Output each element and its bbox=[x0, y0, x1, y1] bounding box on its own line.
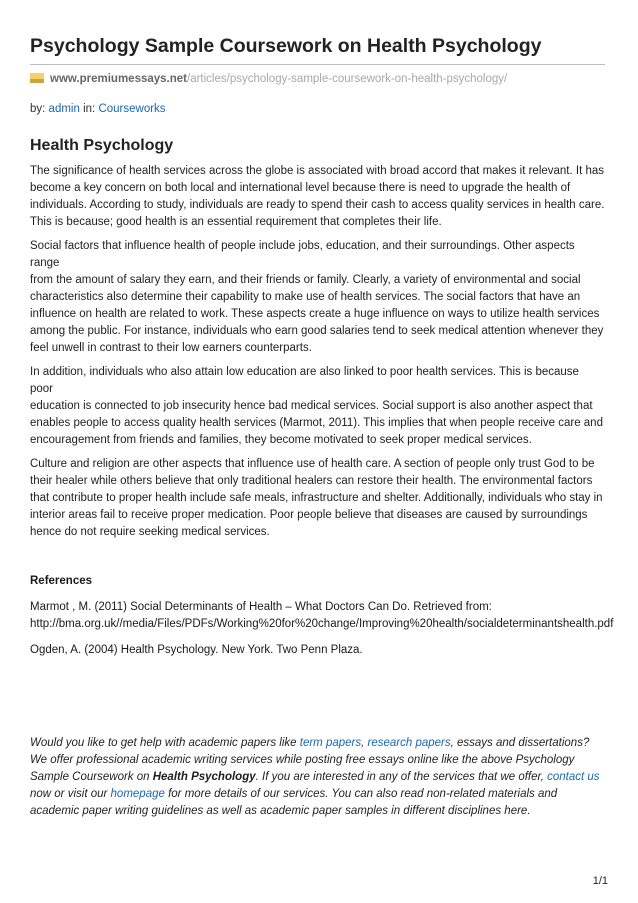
page-title: Psychology Sample Coursework on Health Psychology bbox=[30, 35, 542, 57]
source-url bbox=[30, 72, 605, 86]
section-heading: Health Psychology bbox=[30, 137, 174, 154]
byline bbox=[30, 102, 605, 116]
homepage-link[interactable]: homepage bbox=[110, 788, 165, 800]
reference-2: Ogden, A. (2004) Health Psychology. New York. Two Penn Plaza. bbox=[30, 644, 363, 656]
document-page bbox=[30, 0, 614, 820]
paragraph-1: The significance of health services across the globe is associated with broad accord that makes it relevant. It has become a key concern on both local and international level because there is need to upgrade the health of individuals. According to study, individuals are ready to spend their cash to access quality services in health care. This is because; good health is an essential requirement that completes their life. bbox=[30, 165, 605, 228]
references-heading: References bbox=[30, 575, 93, 587]
page-number: 1/1 bbox=[592, 875, 608, 887]
url-path[interactable]: /articles/psychology-sample-coursework-on-health-psychology/ bbox=[187, 73, 508, 85]
paragraph-2: Social factors that influence health of people include jobs, education, and their surroundings. Other aspects range from the amount of salary they earn, and their friends or family. Clearly, a variety of environmental and social characteristics also determine their capability to make use of health services. The social factors that have an influence on health are related to work. These aspects create a huge influence on ways to utilize health services among the public. For instance, individuals who earn good salaries tend to seek medical attention whenever they feel unwell in contrast to their low earners counterparts. bbox=[30, 240, 604, 354]
promo-paragraph: Would you like to get help with academic papers like term papers, research papers, essays and dissertations? We offer professional academic writing services while posting free essays online like the above Psychology Sample Coursework on Health Psychology. If you are interested in any of the services that we offer, contact us now or visit our homepage for more details of our services. You can also read non-related materials and academic paper writing guidelines as well as academic paper samples in different disciplines here. bbox=[30, 737, 600, 817]
title-divider bbox=[30, 64, 605, 65]
by-label: by: bbox=[30, 103, 46, 115]
contact-us-link[interactable]: contact us bbox=[547, 771, 600, 783]
category-link[interactable]: Courseworks bbox=[98, 103, 166, 115]
author-link[interactable]: admin bbox=[48, 103, 80, 115]
reference-1: Marmot , M. (2011) Social Determinants of Health – What Doctors Can Do. Retrieved from: http://bma.org.uk//media/Files/PDFs/Working%20for%20change/Improving%20health/socialdeterminantshealth.pdf bbox=[30, 601, 614, 630]
paragraph-4: Culture and religion are other aspects that influence use of health care. A section of people only trust God to be their healer while others believe that only traditional healers can restore their health. The environmental factors that contribute to proper health include safe meals, infrastructure and shelter. Additionally, individuals who stay in interior areas fail to receive proper medication. Poor people believe that diseases are caused by surroundings hence do not require seeking medical services. bbox=[30, 458, 603, 538]
reference-1-url: http://bma.org.uk//media/Files/PDFs/Working%20for%20change/Improving%20health/socialdeterminantshealth.pdf bbox=[30, 618, 614, 630]
term-papers-link[interactable]: term papers bbox=[299, 737, 362, 749]
in-label: in: bbox=[83, 103, 96, 115]
research-papers-link[interactable]: research papers bbox=[367, 737, 451, 749]
url-site[interactable]: www.premiumessays.net bbox=[50, 73, 187, 85]
paragraph-3: In addition, individuals who also attain low education are also linked to poor health services. This is because poor education is connected to job insecurity hence bad medical services. Social support is also another aspect that enables people to access quality health services (Marmot, 2011). This implies that when people receive care and encouragement from friends and families, they become motivated to seek proper medical services. bbox=[30, 366, 603, 446]
flag-icon bbox=[30, 73, 44, 83]
